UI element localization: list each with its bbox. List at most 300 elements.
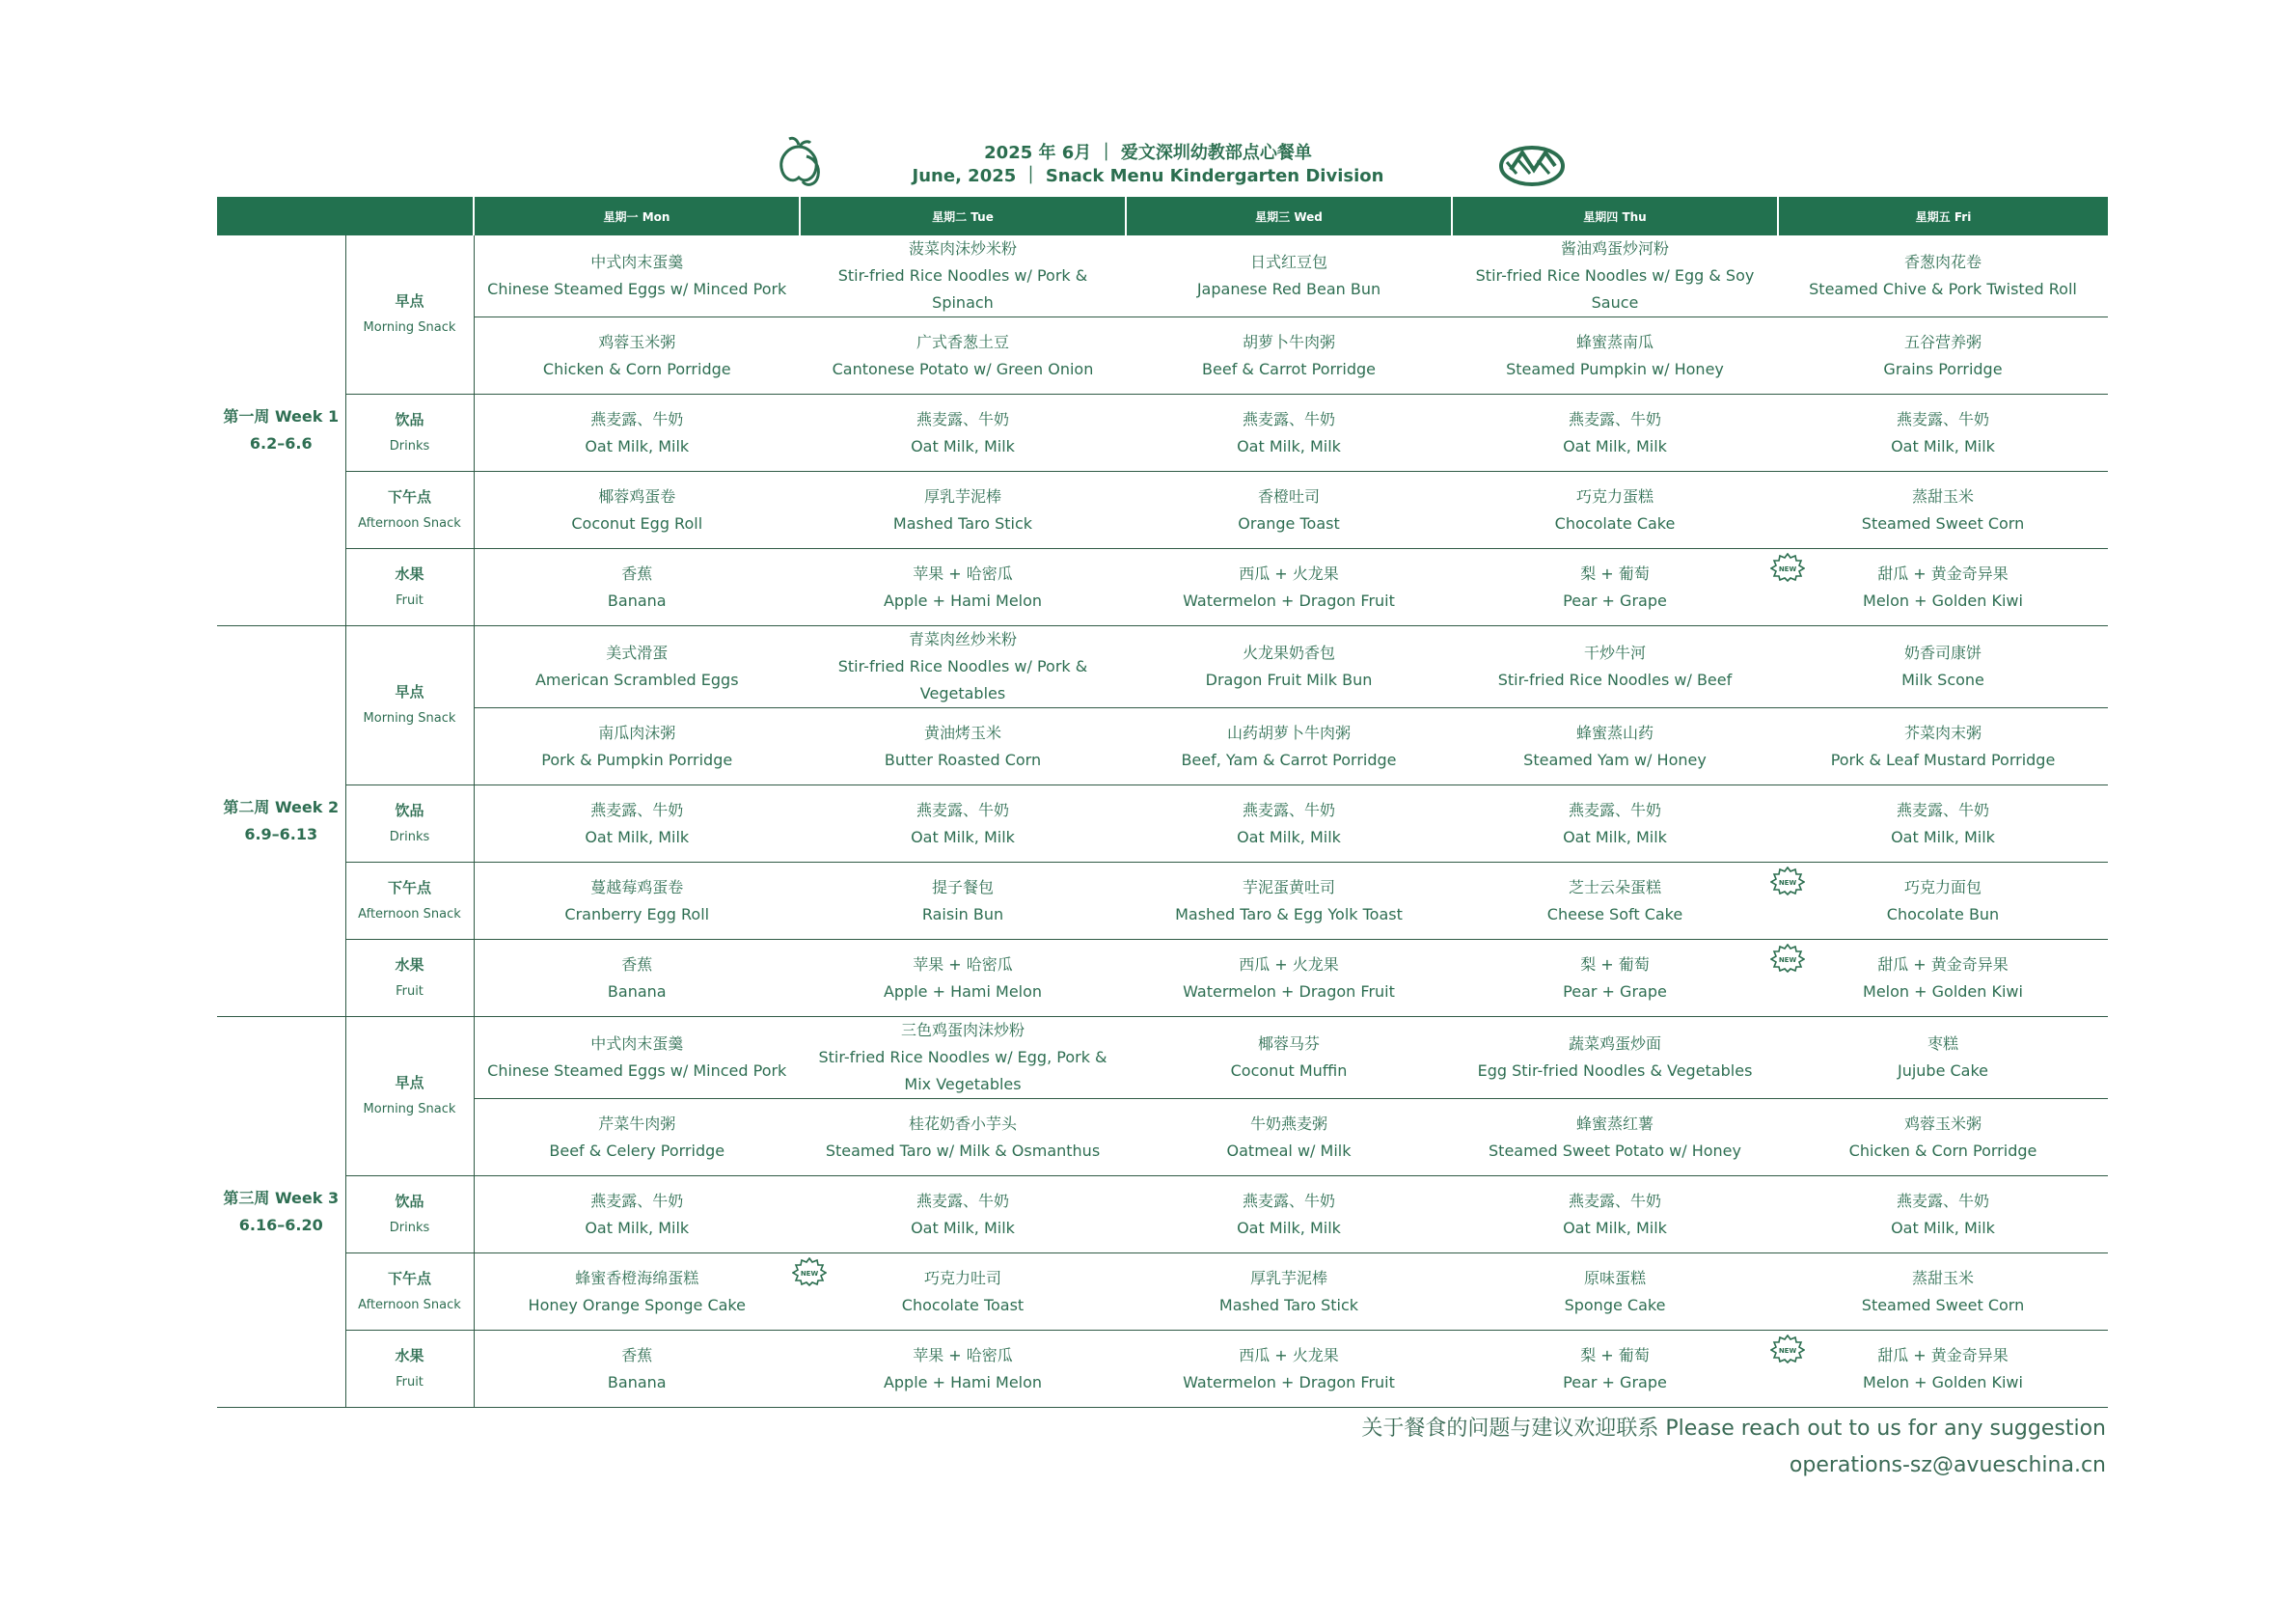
- menu-item-cn: 燕麦露、牛奶: [1568, 800, 1661, 819]
- menu-item-cn: 原味蛋糕: [1583, 1268, 1646, 1287]
- category-label-en: Morning Snack: [363, 711, 456, 726]
- bread-icon: [1497, 141, 1567, 187]
- menu-item-en: Jujube Cake: [1897, 1061, 1989, 1080]
- category-label-en: Fruit: [396, 592, 424, 608]
- menu-item-en: Chocolate Toast: [901, 1295, 1025, 1314]
- menu-item-cell: [800, 317, 1126, 395]
- menu-item-cn: 广式香葱土豆: [916, 332, 1009, 351]
- column-header-mon: 星期一 Mon: [474, 197, 800, 235]
- menu-item-cn: 燕麦露、牛奶: [1896, 409, 1989, 428]
- menu-item-cell: [1126, 549, 1452, 626]
- menu-item-cn: 厚乳芋泥棒: [923, 486, 1001, 506]
- category-afternoon: [345, 472, 474, 549]
- menu-item-cell: [1452, 549, 1778, 626]
- menu-item-en: Pear + Grape: [1563, 1372, 1667, 1391]
- menu-item-cell: [1452, 785, 1778, 863]
- menu-item-cn: 中式肉末蛋羹: [590, 1034, 684, 1053]
- category-label-cn: 早点: [395, 1074, 424, 1091]
- menu-item-cn: 燕麦露、牛奶: [590, 409, 684, 428]
- menu-item-cn: 香葱肉花卷: [1903, 253, 1982, 271]
- menu-item-cn: 山药胡萝卜牛肉粥: [1226, 723, 1351, 742]
- category-afternoon: [345, 863, 474, 940]
- menu-item-en: Oat Milk, Milk: [1237, 1218, 1341, 1237]
- menu-item-cell: [1778, 235, 2108, 317]
- menu-item-en: Banana: [607, 591, 667, 610]
- menu-item-en: Egg Stir-fried Noodles & Vegetables: [1477, 1061, 1753, 1080]
- menu-header: [0, 135, 2296, 189]
- menu-item-cell: [1126, 1017, 1452, 1099]
- week-dates: 6.2–6.6: [249, 434, 313, 453]
- menu-item-cell: [800, 626, 1126, 708]
- menu-item-en: Milk Scone: [1901, 671, 1984, 689]
- menu-item-cn: 燕麦露、牛奶: [1896, 1191, 1989, 1210]
- menu-item-cn: 椰蓉鸡蛋卷: [598, 486, 676, 506]
- new-badge-text: NEW: [1778, 1347, 1797, 1355]
- table-row: [217, 940, 2108, 1017]
- menu-item-cell: [1452, 472, 1778, 549]
- menu-item-cell: [800, 1176, 1126, 1253]
- menu-item-cell: [1452, 1176, 1778, 1253]
- menu-item-en: Grains Porridge: [1883, 359, 2003, 378]
- table-row: [217, 1331, 2108, 1408]
- menu-item-cn: 蜂蜜蒸南瓜: [1575, 332, 1654, 351]
- menu-item-cn: 厚乳芋泥棒: [1249, 1268, 1327, 1287]
- category-fruit: [345, 549, 474, 626]
- menu-item-en: Oat Milk, Milk: [1237, 827, 1341, 846]
- table-row: [217, 1253, 2108, 1331]
- menu-item-en: Apple + Hami Melon: [883, 591, 1043, 610]
- menu-item-cell: [1452, 940, 1778, 1017]
- category-label-en: Drinks: [389, 1220, 430, 1235]
- menu-item-cn: 西瓜 + 火龙果: [1239, 564, 1339, 583]
- category-label-cn: 水果: [395, 955, 424, 974]
- new-badge-text: NEW: [800, 1270, 819, 1278]
- menu-item-cn: 蜂蜜蒸红薯: [1575, 1114, 1654, 1133]
- menu-item-en: Pork & Pumpkin Porridge: [541, 750, 733, 769]
- category-label-cn: 水果: [395, 564, 424, 583]
- table-row: [217, 1099, 2108, 1176]
- menu-item-cn: 酱油鸡蛋炒河粉: [1560, 239, 1669, 258]
- menu-item-cell: [1778, 785, 2108, 863]
- menu-item-en: Chicken & Corn Porridge: [1848, 1141, 2037, 1160]
- category-drinks: [345, 395, 474, 472]
- table-row: [217, 317, 2108, 395]
- menu-item-cell: [1778, 1099, 2108, 1176]
- menu-item-cell: [474, 708, 800, 785]
- menu-item-cn: 芋泥蛋黄吐司: [1242, 877, 1335, 896]
- menu-item-cell: [474, 1176, 800, 1253]
- column-header-tue: 星期二 Tue: [800, 197, 1126, 235]
- new-badge-text: NEW: [1778, 565, 1797, 573]
- menu-item-cell: [800, 940, 1126, 1017]
- new-badge-icon: [1770, 1335, 1805, 1363]
- category-drinks: [345, 785, 474, 863]
- menu-item-cell: [1778, 1253, 2108, 1331]
- menu-item-cell: [1126, 708, 1452, 785]
- menu-item-cn: 蔓越莓鸡蛋卷: [590, 877, 684, 896]
- menu-item-cn: 燕麦露、牛奶: [916, 409, 1009, 428]
- table-row: [217, 626, 2108, 708]
- menu-item-en: Cranberry Egg Roll: [564, 904, 710, 923]
- menu-item-cell: [1778, 940, 2108, 1017]
- menu-item-en: Melon + Golden Kiwi: [1863, 981, 2023, 1001]
- menu-item-cn: 苹果 + 哈密瓜: [913, 954, 1013, 974]
- menu-item-en: Orange Toast: [1238, 513, 1340, 533]
- menu-item-cn: 苹果 + 哈密瓜: [913, 564, 1013, 583]
- table-row: [217, 708, 2108, 785]
- menu-item-en: Pear + Grape: [1563, 591, 1667, 610]
- menu-title-en: June, 2025 ｜ Snack Menu Kindergarten Division: [912, 166, 1384, 186]
- menu-item-cn: 甜瓜 + 黄金奇异果: [1877, 564, 2009, 583]
- menu-item-cn: 香橙吐司: [1257, 486, 1320, 506]
- table-row: [217, 235, 2108, 317]
- menu-item-cell: [1778, 395, 2108, 472]
- menu-item-en: Beef & Celery Porridge: [549, 1141, 725, 1160]
- menu-item-cell: [1126, 940, 1452, 1017]
- menu-item-cell: [1778, 317, 2108, 395]
- menu-item-cn: 西瓜 + 火龙果: [1239, 1345, 1339, 1364]
- menu-item-en: Banana: [607, 1372, 667, 1391]
- menu-item-cell: [474, 940, 800, 1017]
- menu-item-cn: 燕麦露、牛奶: [916, 800, 1009, 819]
- week-label: 第三周 Week 3: [223, 1189, 340, 1207]
- menu-item-cell: [800, 1331, 1126, 1408]
- menu-item-cell: [474, 395, 800, 472]
- menu-item-cell: [800, 1253, 1126, 1331]
- menu-item-cn: 燕麦露、牛奶: [1242, 800, 1335, 819]
- menu-item-cell: [1126, 472, 1452, 549]
- menu-item-en: Oat Milk, Milk: [1891, 1218, 1995, 1237]
- category-fruit: [345, 1331, 474, 1408]
- menu-item-en: Apple + Hami Melon: [883, 981, 1043, 1001]
- footer-email-link[interactable]: operations-sz@avueschina.cn: [1789, 1453, 2106, 1477]
- menu-item-cn: 蒸甜玉米: [1911, 1268, 1974, 1287]
- menu-item-en: Chocolate Cake: [1554, 513, 1676, 533]
- menu-item-cell: [474, 1331, 800, 1408]
- menu-item-en: Oatmeal w/ Milk: [1226, 1141, 1352, 1160]
- category-label-cn: 饮品: [395, 801, 424, 819]
- menu-item-en: Dragon Fruit Milk Bun: [1205, 671, 1373, 689]
- menu-item-en: Chicken & Corn Porridge: [542, 359, 731, 378]
- menu-item-cn: 梨 + 葡萄: [1580, 1345, 1650, 1364]
- menu-item-cell: [1126, 863, 1452, 940]
- column-header-thu: 星期四 Thu: [1452, 197, 1778, 235]
- menu-item-cn: 燕麦露、牛奶: [1896, 800, 1989, 819]
- table-row: [217, 395, 2108, 472]
- menu-item-cn: 提子餐包: [931, 877, 994, 896]
- menu-item-cell: [1126, 1331, 1452, 1408]
- menu-item-cell: [474, 235, 800, 317]
- menu-item-en: Pear + Grape: [1563, 981, 1667, 1001]
- menu-item-en: Honey Orange Sponge Cake: [528, 1295, 746, 1314]
- menu-item-cn: 南瓜肉沫粥: [598, 723, 676, 742]
- category-drinks: [345, 1176, 474, 1253]
- menu-item-cn: 芹菜牛肉粥: [598, 1114, 676, 1133]
- menu-item-cn: 椰蓉马芬: [1257, 1034, 1320, 1053]
- menu-item-cell: [1452, 1099, 1778, 1176]
- category-label-en: Afternoon Snack: [358, 1297, 461, 1312]
- snack-menu-table: [217, 197, 2108, 1408]
- menu-item-cell: [1126, 785, 1452, 863]
- menu-item-cn: 甜瓜 + 黄金奇异果: [1877, 954, 2009, 974]
- week-dates: 6.9–6.13: [244, 825, 318, 843]
- menu-item-cn: 日式红豆包: [1249, 253, 1327, 271]
- week-label: 第一周 Week 1: [223, 407, 340, 426]
- menu-item-cell: [1778, 626, 2108, 708]
- week-dates: 6.16–6.20: [238, 1216, 323, 1234]
- category-morning-snack: [345, 235, 474, 395]
- category-morning-snack: [345, 1017, 474, 1176]
- menu-item-cell: [800, 785, 1126, 863]
- menu-item-cn: 三色鸡蛋肉沫炒粉: [900, 1021, 1025, 1039]
- menu-item-cell: [800, 472, 1126, 549]
- table-row: [217, 785, 2108, 863]
- menu-item-cn: 芝士云朵蛋糕: [1568, 877, 1661, 896]
- menu-item-en: Chocolate Bun: [1886, 904, 2000, 923]
- menu-item-cn: 巧克力吐司: [923, 1268, 1001, 1287]
- category-label-en: Morning Snack: [363, 1102, 456, 1116]
- menu-item-cn: 巧克力面包: [1903, 877, 1982, 896]
- menu-item-cell: [1452, 317, 1778, 395]
- menu-item-en: Stir-fried Rice Noodles w/ Beef: [1497, 671, 1733, 689]
- menu-item-en: Oat Milk, Milk: [1891, 436, 1995, 455]
- menu-item-cn: 牛奶燕麦粥: [1249, 1114, 1327, 1133]
- menu-item-cell: [800, 863, 1126, 940]
- menu-item-cell: [1452, 1331, 1778, 1408]
- new-badge-text: NEW: [1778, 879, 1797, 887]
- menu-item-en: Oat Milk, Milk: [585, 436, 690, 455]
- menu-item-en: Oat Milk, Milk: [911, 436, 1015, 455]
- menu-item-cell: [1126, 1176, 1452, 1253]
- menu-item-cell: [800, 395, 1126, 472]
- menu-item-en: Stir-fried Rice Noodles w/ Egg, Pork & Mix Vegetables: [818, 1048, 1107, 1093]
- menu-item-cell: [1126, 317, 1452, 395]
- category-label-en: Drinks: [389, 438, 430, 454]
- menu-item-cell: [1126, 1099, 1452, 1176]
- menu-item-en: Raisin Bun: [921, 904, 1004, 923]
- menu-item-cell: [1778, 863, 2108, 940]
- menu-item-cell: [1778, 549, 2108, 626]
- menu-item-cell: [474, 1253, 800, 1331]
- menu-item-en: Pork & Leaf Mustard Porridge: [1830, 750, 2056, 769]
- menu-item-cell: [1452, 235, 1778, 317]
- menu-item-en: Sponge Cake: [1564, 1295, 1666, 1314]
- category-label-en: Drinks: [389, 829, 430, 844]
- new-badge-icon: [1770, 553, 1805, 582]
- menu-item-cell: [1452, 1253, 1778, 1331]
- menu-item-cell: [800, 235, 1126, 317]
- menu-item-cell: [1778, 472, 2108, 549]
- menu-item-cell: [800, 549, 1126, 626]
- menu-item-cell: [1452, 1017, 1778, 1099]
- column-header-wed: 星期三 Wed: [1126, 197, 1452, 235]
- menu-item-cn: 梨 + 葡萄: [1580, 564, 1650, 583]
- menu-item-cn: 中式肉末蛋羹: [590, 253, 684, 271]
- menu-item-cn: 燕麦露、牛奶: [1242, 409, 1335, 428]
- menu-item-en: Steamed Sweet Potato w/ Honey: [1489, 1141, 1741, 1160]
- category-label-en: Fruit: [396, 983, 424, 999]
- category-afternoon: [345, 1253, 474, 1331]
- table-row: [217, 1017, 2108, 1099]
- category-label-cn: 早点: [395, 683, 424, 701]
- menu-item-cn: 香蕉: [621, 1345, 653, 1364]
- menu-item-cell: [474, 785, 800, 863]
- table-header-row: [217, 197, 2108, 235]
- category-label-cn: 下午点: [387, 487, 431, 506]
- menu-item-cell: [1778, 708, 2108, 785]
- category-fruit: [345, 940, 474, 1017]
- footer-contact: [1361, 1411, 2106, 1484]
- menu-item-cn: 香蕉: [621, 954, 653, 974]
- menu-item-cell: [1452, 863, 1778, 940]
- new-badge-icon: [1770, 944, 1805, 973]
- menu-item-cell: [474, 863, 800, 940]
- menu-item-en: Oat Milk, Milk: [1891, 827, 1995, 846]
- table-row: [217, 863, 2108, 940]
- menu-item-en: Beef, Yam & Carrot Porridge: [1181, 750, 1397, 769]
- week-label-cell: [217, 235, 345, 626]
- menu-item-cell: [474, 1017, 800, 1099]
- category-morning-snack: [345, 626, 474, 785]
- menu-item-en: Steamed Sweet Corn: [1861, 1295, 2025, 1314]
- category-label-cn: 下午点: [387, 1269, 431, 1287]
- menu-item-en: Mashed Taro Stick: [892, 513, 1033, 533]
- menu-item-cn: 蜂蜜香橙海绵蛋糕: [575, 1268, 699, 1287]
- footer-suggestion-text: 关于餐食的问题与建议欢迎联系 Please reach out to us for any suggestion: [1361, 1417, 2106, 1441]
- menu-item-cell: [474, 626, 800, 708]
- menu-item-cell: [800, 1099, 1126, 1176]
- menu-item-cell: [1452, 708, 1778, 785]
- new-badge-text: NEW: [1778, 956, 1797, 964]
- category-label-en: Morning Snack: [363, 320, 456, 335]
- category-label-cn: 饮品: [395, 1192, 424, 1210]
- menu-item-cn: 燕麦露、牛奶: [590, 1191, 684, 1210]
- menu-item-en: Butter Roasted Corn: [884, 750, 1042, 769]
- menu-item-en: Melon + Golden Kiwi: [1863, 591, 2023, 610]
- menu-item-en: Chinese Steamed Eggs w/ Minced Pork: [487, 280, 787, 298]
- menu-item-cn: 胡萝卜牛肉粥: [1242, 332, 1335, 351]
- menu-item-cn: 巧克力蛋糕: [1575, 486, 1654, 506]
- week-label-cell: [217, 626, 345, 1017]
- category-label-cn: 早点: [395, 292, 424, 310]
- menu-item-cell: [800, 1017, 1126, 1099]
- menu-item-cell: [1778, 1176, 2108, 1253]
- menu-item-en: Steamed Sweet Corn: [1861, 513, 2025, 533]
- menu-item-en: Melon + Golden Kiwi: [1863, 1372, 2023, 1391]
- menu-item-en: Coconut Egg Roll: [571, 513, 703, 533]
- menu-item-cn: 蔬菜鸡蛋炒面: [1568, 1034, 1661, 1053]
- category-label-en: Afternoon Snack: [358, 515, 461, 531]
- menu-item-en: Stir-fried Rice Noodles w/ Pork & Spinach: [837, 266, 1088, 312]
- table-row: [217, 1176, 2108, 1253]
- category-label-cn: 下午点: [387, 878, 431, 896]
- menu-item-en: Watermelon + Dragon Fruit: [1183, 591, 1395, 610]
- menu-item-en: Apple + Hami Melon: [883, 1372, 1043, 1391]
- menu-item-cn: 甜瓜 + 黄金奇异果: [1877, 1345, 2009, 1364]
- week-label: 第二周 Week 2: [223, 798, 340, 816]
- menu-item-en: Oat Milk, Milk: [1563, 436, 1667, 455]
- menu-item-cn: 干炒牛河: [1583, 644, 1646, 662]
- table-row: [217, 472, 2108, 549]
- menu-item-cell: [1126, 626, 1452, 708]
- menu-item-en: Mashed Taro & Egg Yolk Toast: [1175, 904, 1403, 923]
- menu-item-cn: 枣糕: [1927, 1034, 1958, 1053]
- menu-item-cn: 燕麦露、牛奶: [1242, 1191, 1335, 1210]
- category-label-en: Afternoon Snack: [358, 906, 461, 922]
- menu-item-cn: 奶香司康饼: [1903, 644, 1982, 662]
- menu-item-cell: [800, 708, 1126, 785]
- menu-item-en: Steamed Yam w/ Honey: [1523, 750, 1707, 769]
- menu-item-en: Mashed Taro Stick: [1218, 1295, 1359, 1314]
- menu-item-cn: 梨 + 葡萄: [1580, 954, 1650, 974]
- menu-item-cn: 黄油烤玉米: [923, 723, 1001, 742]
- menu-item-cn: 蜂蜜蒸山药: [1575, 723, 1654, 742]
- menu-item-cell: [474, 472, 800, 549]
- category-label-cn: 水果: [395, 1346, 424, 1364]
- menu-title-cn: 2025 年 6月 ｜ 爱文深圳幼教部点心餐单: [984, 143, 1312, 163]
- menu-item-en: Oat Milk, Milk: [911, 827, 1015, 846]
- menu-item-cn: 燕麦露、牛奶: [590, 800, 684, 819]
- menu-item-cell: [1126, 1253, 1452, 1331]
- menu-item-cn: 芥菜肉末粥: [1903, 723, 1982, 742]
- table-row: [217, 549, 2108, 626]
- menu-item-cell: [1452, 395, 1778, 472]
- menu-item-cn: 蒸甜玉米: [1911, 486, 1974, 506]
- menu-item-en: Coconut Muffin: [1230, 1061, 1348, 1080]
- week-label-cell: [217, 1017, 345, 1408]
- menu-item-cn: 火龙果奶香包: [1242, 644, 1335, 662]
- menu-item-cell: [1452, 626, 1778, 708]
- menu-item-cn: 燕麦露、牛奶: [1568, 409, 1661, 428]
- menu-item-en: Oat Milk, Milk: [585, 1218, 690, 1237]
- menu-item-en: Cantonese Potato w/ Green Onion: [832, 359, 1094, 378]
- menu-item-cell: [474, 1099, 800, 1176]
- menu-item-en: Stir-fried Rice Noodles w/ Pork & Vegetables: [837, 657, 1088, 702]
- menu-item-en: Stir-fried Rice Noodles w/ Egg & Soy Sauce: [1475, 266, 1755, 312]
- menu-item-cn: 香蕉: [621, 564, 653, 583]
- menu-item-cn: 美式滑蛋: [606, 644, 669, 662]
- menu-item-cn: 苹果 + 哈密瓜: [913, 1345, 1013, 1364]
- menu-item-en: Oat Milk, Milk: [911, 1218, 1015, 1237]
- menu-item-cn: 燕麦露、牛奶: [916, 1191, 1009, 1210]
- menu-item-en: Steamed Pumpkin w/ Honey: [1506, 359, 1724, 378]
- menu-item-cell: [474, 317, 800, 395]
- menu-item-en: Beef & Carrot Porridge: [1202, 359, 1376, 378]
- menu-item-cell: [1778, 1331, 2108, 1408]
- menu-item-en: Oat Milk, Milk: [585, 827, 690, 846]
- menu-item-cell: [1126, 395, 1452, 472]
- category-label-cn: 饮品: [395, 410, 424, 428]
- menu-item-cell: [1126, 235, 1452, 317]
- menu-item-cn: 桂花奶香小芋头: [908, 1114, 1017, 1133]
- menu-item-en: Cheese Soft Cake: [1546, 904, 1683, 923]
- menu-item-cn: 燕麦露、牛奶: [1568, 1191, 1661, 1210]
- menu-item-en: Watermelon + Dragon Fruit: [1183, 981, 1395, 1001]
- menu-item-en: Japanese Red Bean Bun: [1196, 280, 1381, 298]
- category-label-en: Fruit: [396, 1374, 424, 1390]
- new-badge-icon: [792, 1257, 827, 1286]
- new-badge-icon: [1770, 867, 1805, 895]
- menu-item-en: Oat Milk, Milk: [1237, 436, 1341, 455]
- menu-item-cn: 西瓜 + 火龙果: [1239, 954, 1339, 974]
- menu-item-en: Steamed Taro w/ Milk & Osmanthus: [825, 1141, 1101, 1160]
- header-blank-cell: [217, 197, 474, 235]
- menu-item-cell: [474, 549, 800, 626]
- menu-item-en: Oat Milk, Milk: [1563, 1218, 1667, 1237]
- menu-item-en: Steamed Chive & Pork Twisted Roll: [1809, 280, 2077, 298]
- menu-item-en: Banana: [607, 981, 667, 1001]
- menu-item-en: American Scrambled Eggs: [534, 671, 739, 689]
